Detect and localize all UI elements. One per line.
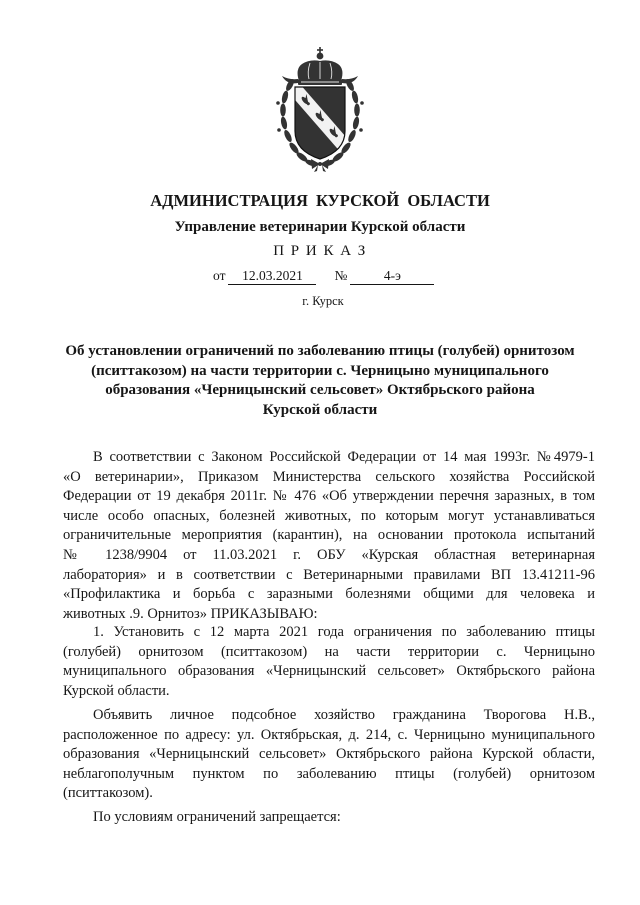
order-title-line: Курской области <box>262 401 378 418</box>
order-date-number-line <box>213 267 434 287</box>
order-title-line: (пситтакозом) на части территории с. Черницыно муниципального <box>91 362 549 379</box>
body-line: лаборатория» и в соответствии с Ветеринарными правилами ВП 13.41211-96 <box>63 566 595 583</box>
paragraph-item-1 <box>63 623 595 701</box>
number-label: № <box>334 268 348 283</box>
body-line: муниципального образования «Черницынский сельсовет» Октябрьского района <box>63 663 595 680</box>
order-date: 12.03.2021 <box>228 268 316 285</box>
order-title <box>40 342 600 420</box>
body-line: ограничительные мероприятия (карантин), на основании протокола испытаний <box>63 527 595 544</box>
body-line: образования «Черницынский сельсовет» Октябрьского района Курской области, <box>63 746 595 763</box>
body-line: 1. Установить с 12 марта 2021 года ограничения по заболеванию птицы <box>93 624 595 640</box>
body-line: (голубей) орнитозом (пситтакозом) на части территории с. Черницыно <box>63 643 595 660</box>
body-line: животных .9. Орнитоз» ПРИКАЗЫВАЮ: <box>63 605 318 622</box>
body-line: (пситтакозом). <box>63 785 153 802</box>
body-line: По условиям ограничений запрещается: <box>93 809 341 825</box>
order-number: 4-э <box>350 268 434 285</box>
body-line: расположенное по адресу: ул. Октябрьская, д. 214, с. Черницыно муниципального <box>63 726 595 743</box>
body-line: числе особо опасных, болезней животных, по которым могут устанавливаться <box>63 507 595 524</box>
body-line: «Профилактика и борьба с заразными болезнями общими для человека и <box>63 586 595 603</box>
coat-of-arms-icon <box>265 45 375 173</box>
body-line: № 1238/9904 от 11.03.2021 г. ОБУ «Курская областная ветеринарная <box>63 546 595 563</box>
date-label: от <box>213 268 226 283</box>
body-line: Объявить личное подсобное хозяйство гражданина Творогова Н.В., <box>93 707 595 723</box>
document-type-heading: П Р И К А З <box>273 243 367 259</box>
ribbon-bow-icon <box>311 159 329 172</box>
order-title-line: образования «Черницынский сельсовет» Октябрьского района <box>105 382 535 398</box>
organization-title: АДМИНИСТРАЦИЯ КУРСКОЙ ОБЛАСТИ <box>150 191 490 210</box>
order-title-line: Об установлении ограничений по заболеванию птицы (голубей) орнитозом <box>65 343 575 359</box>
city: г. Курск <box>302 294 344 308</box>
body-line: В соответствии с Законом Российской Федерации от 14 мая 1993г. №4979-1 <box>93 449 595 465</box>
body-line: Курской области. <box>63 682 170 699</box>
department-title: Управление ветеринарии Курской области <box>174 219 466 235</box>
paragraph-restrictions-intro <box>63 808 595 828</box>
body-line: «О ветеринарии», Приказом Министерства сельского хозяйства Российской <box>63 468 595 485</box>
paragraph-preamble <box>63 448 595 624</box>
body-line: Федерации от 19 декабря 2011г. № 476 «Об утверждении перечня заразных, в том <box>63 488 595 505</box>
body-line: неблагополучным пунктом по заболеванию птицы (голубей) орнитозом <box>63 765 595 782</box>
paragraph-declaration <box>63 706 595 804</box>
